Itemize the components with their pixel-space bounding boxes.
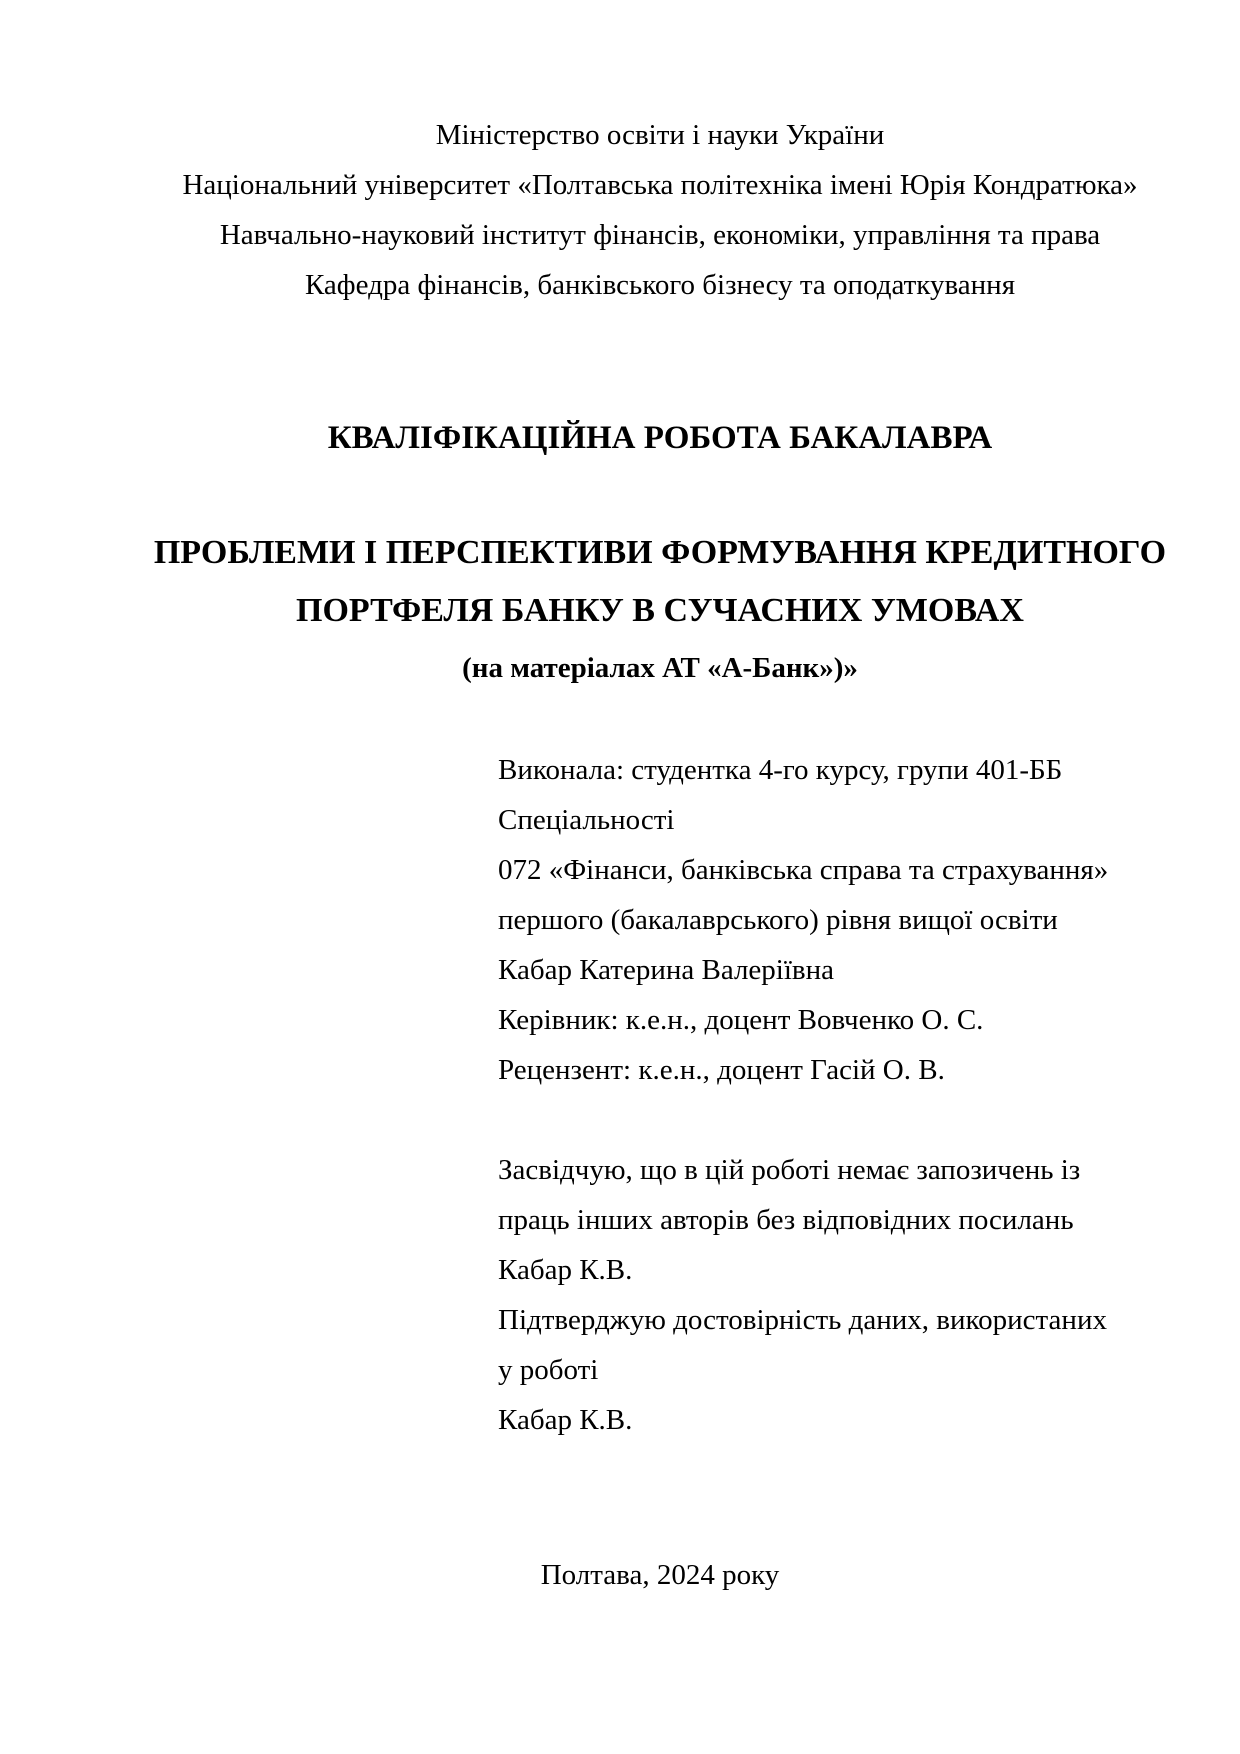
performed-by-line: Виконала: студентка 4-го курсу, групи 401-ББ: [498, 754, 1063, 786]
thesis-title: [150, 524, 1170, 640]
signature-line-2: Кабар К.В.: [498, 1404, 633, 1436]
department-line: Кафедра фінансів, банківського бізнесу та оподаткування: [304, 269, 1016, 301]
no-borrowings-line-2: праць інших авторів без відповідних посилань: [498, 1204, 1074, 1236]
thesis-subtitle-line: (на матеріалах АТ «А-Банк»)»: [462, 652, 858, 684]
declaration-info: [498, 1145, 1107, 1445]
data-accuracy-line-2: у роботі: [498, 1354, 599, 1386]
place-year-line: Полтава, 2024 року: [540, 1559, 780, 1591]
student-name-line: Кабар Катерина Валеріївна: [498, 954, 835, 986]
university-line: Національний університет «Полтавська політехніка імені Юрія Кондратюка»: [182, 169, 1138, 201]
place-year-footer: [150, 1550, 1170, 1600]
supervisor-line: Керівник: к.е.н., доцент Вовченко О. С.: [498, 1004, 984, 1036]
education-level-line: першого (бакалаврського) рівня вищої освіти: [498, 904, 1058, 936]
specialty-label-line: Спеціальності: [498, 804, 675, 836]
work-type-heading: [150, 413, 1170, 463]
institution-header: [150, 110, 1170, 310]
data-accuracy-line-1: Підтверджую достовірність даних, використаних: [498, 1304, 1107, 1336]
ministry-line: Міністерство освіти і науки України: [435, 119, 885, 151]
work-type-title: КВАЛІФІКАЦІЙНА РОБОТА БАКАЛАВРА: [327, 420, 993, 456]
reviewer-line: Рецензент: к.е.н., доцент Гасій О. В.: [498, 1054, 945, 1086]
no-borrowings-line-1: Засвідчую, що в цій роботі немає запозичень із: [498, 1154, 1081, 1186]
signature-line-1: Кабар К.В.: [498, 1254, 633, 1286]
thesis-title-line-2: ПОРТФЕЛЯ БАНКУ В СУЧАСНИХ УМОВАХ: [296, 592, 1024, 629]
performer-info: [498, 745, 1108, 1095]
thesis-subtitle: [150, 643, 1170, 693]
institute-line: Навчально-науковий інститут фінансів, економіки, управління та права: [219, 219, 1101, 251]
thesis-title-line-1: ПРОБЛЕМИ І ПЕРСПЕКТИВИ ФОРМУВАННЯ КРЕДИТНОГО: [153, 534, 1167, 571]
specialty-code-line: 072 «Фінанси, банківська справа та страхування»: [498, 854, 1109, 886]
